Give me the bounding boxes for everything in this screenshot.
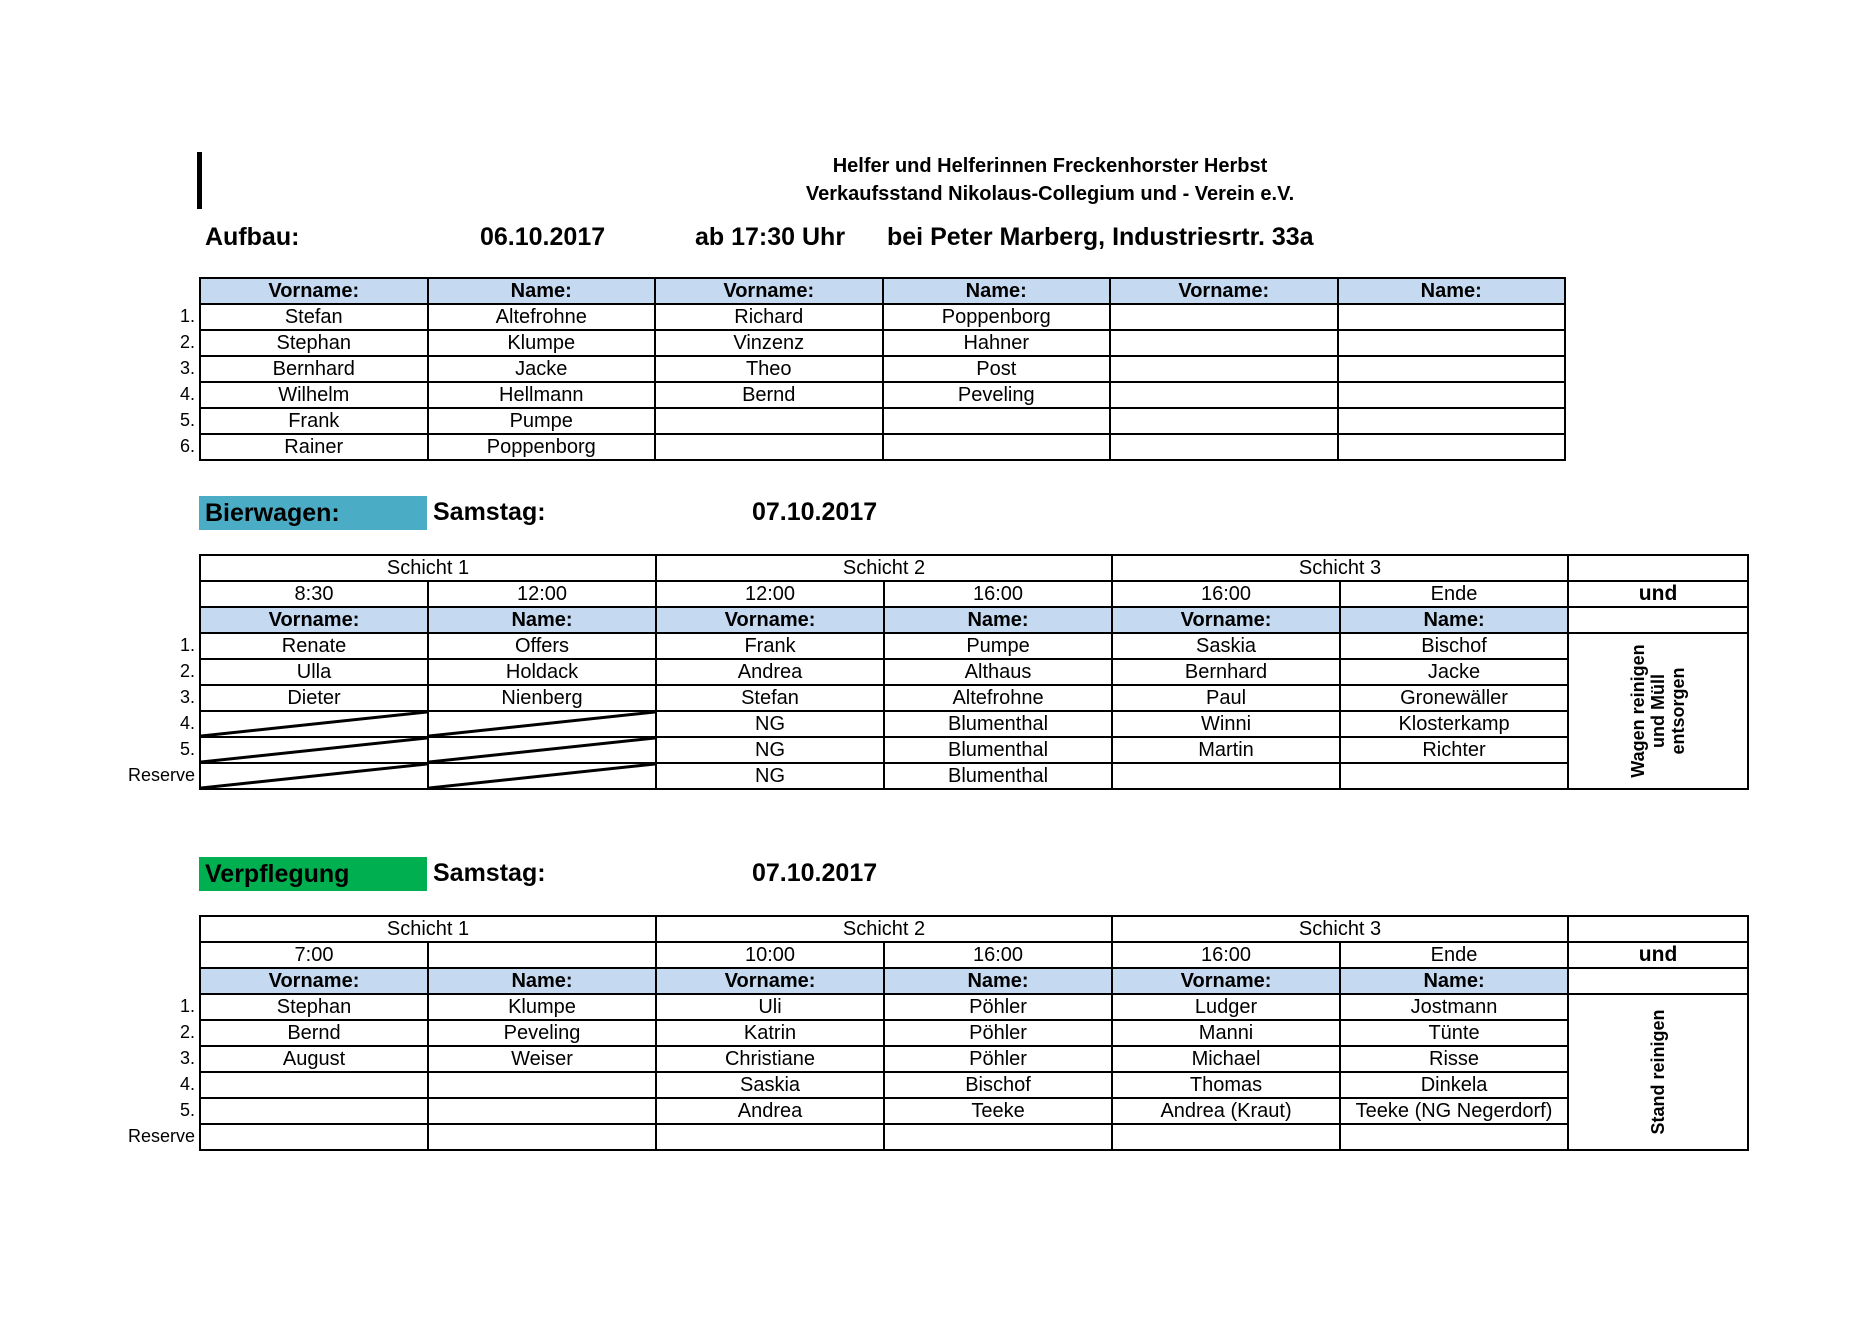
table-row — [200, 1124, 1748, 1150]
name-cell: Frank — [656, 633, 884, 659]
name-cell — [1110, 356, 1338, 382]
name-cell — [1338, 330, 1566, 356]
table-row — [200, 1020, 1748, 1046]
row-number: 5. — [179, 410, 195, 430]
name-cell: Holdack — [428, 659, 656, 685]
name-cell: Michael — [1112, 1046, 1340, 1072]
shift-time: 16:00 — [884, 581, 1112, 607]
bierwagen-label: Bierwagen: — [199, 496, 427, 530]
name-cell: Jostmann — [1340, 994, 1568, 1020]
name-cell: Klumpe — [428, 330, 656, 356]
name-cell — [1338, 356, 1566, 382]
table-row — [200, 382, 1565, 408]
name-cell — [1110, 330, 1338, 356]
column-header: Vorname: — [1112, 968, 1340, 994]
name-cell: Theo — [655, 356, 883, 382]
name-cell: Bernhard — [1112, 659, 1340, 685]
name-cell: Stefan — [200, 304, 428, 330]
row-number: 5. — [179, 739, 195, 759]
row-number: 4. — [179, 384, 195, 404]
name-cell: August — [200, 1046, 428, 1072]
column-header: Name: — [1338, 278, 1566, 304]
name-cell: Renate — [200, 633, 428, 659]
aufbau-date: 06.10.2017 — [480, 223, 606, 251]
verpflegung-day: Samstag: — [433, 859, 546, 887]
name-cell: Pöhler — [884, 1046, 1112, 1072]
name-cell — [1110, 382, 1338, 408]
name-cell: Risse — [1340, 1046, 1568, 1072]
column-header: Vorname: — [200, 968, 428, 994]
shift-title: Schicht 3 — [1112, 555, 1568, 581]
row-number: 6. — [179, 436, 195, 456]
name-cell — [883, 408, 1111, 434]
header-row — [200, 278, 1565, 304]
column-header: Vorname: — [1110, 278, 1338, 304]
name-cell — [1340, 763, 1568, 789]
crossed-out-cell — [428, 763, 656, 789]
name-cell: Altefrohne — [884, 685, 1112, 711]
name-cell: Pumpe — [884, 633, 1112, 659]
side-note — [1628, 634, 1688, 788]
name-cell: Dieter — [200, 685, 428, 711]
name-cell: Andrea — [656, 659, 884, 685]
shift-time: 10:00 — [656, 942, 884, 968]
name-cell — [883, 434, 1111, 460]
row-number: 3. — [179, 358, 195, 378]
name-cell: Bernhard — [200, 356, 428, 382]
margin-marker — [197, 152, 202, 209]
row-number: 5. — [179, 1100, 195, 1120]
und-label: und — [1568, 581, 1748, 607]
und-spacer — [1568, 916, 1748, 942]
name-cell — [1112, 763, 1340, 789]
name-cell: Thomas — [1112, 1072, 1340, 1098]
name-cell — [428, 1098, 656, 1124]
column-header: Name: — [1340, 968, 1568, 994]
name-cell: Wilhelm — [200, 382, 428, 408]
doc-title-line1: Helfer und Helferinnen Freckenhorster Herbst — [832, 155, 1268, 177]
name-cell: Peveling — [428, 1020, 656, 1046]
row-number: 2. — [179, 661, 195, 681]
table-row — [200, 994, 1748, 1020]
row-number: Reserve — [127, 765, 195, 785]
table-row — [200, 711, 1748, 737]
name-cell: NG — [656, 711, 884, 737]
name-cell: Martin — [1112, 737, 1340, 763]
name-cell — [428, 1072, 656, 1098]
name-cell: Andrea — [656, 1098, 884, 1124]
name-cell: NG — [656, 737, 884, 763]
row-number: 4. — [179, 713, 195, 733]
aufbau-time: ab 17:30 Uhr — [695, 223, 846, 251]
name-cell: Klumpe — [428, 994, 656, 1020]
shift-time: 16:00 — [1112, 942, 1340, 968]
table-row — [200, 356, 1565, 382]
name-cell — [656, 1124, 884, 1150]
name-cell: Andrea (Kraut) — [1112, 1098, 1340, 1124]
table-row — [200, 659, 1748, 685]
row-number: 4. — [179, 1074, 195, 1094]
column-header: Vorname: — [655, 278, 883, 304]
column-header: Name: — [884, 968, 1112, 994]
table-row — [200, 685, 1748, 711]
table-row — [200, 1046, 1748, 1072]
name-cell: Pöhler — [884, 994, 1112, 1020]
name-cell: Ulla — [200, 659, 428, 685]
table-row — [200, 408, 1565, 434]
shift-row — [200, 916, 1748, 942]
side-header-blank — [1568, 968, 1748, 994]
strike-line — [429, 738, 655, 762]
header-row — [200, 968, 1748, 994]
name-cell — [1338, 408, 1566, 434]
name-cell: Christiane — [656, 1046, 884, 1072]
table-row — [200, 1098, 1748, 1124]
name-cell: Offers — [428, 633, 656, 659]
name-cell: Altefrohne — [428, 304, 656, 330]
side-note-line: und Müll — [1648, 674, 1669, 748]
column-header: Name: — [1340, 607, 1568, 633]
und-spacer — [1568, 555, 1748, 581]
column-header: Name: — [428, 607, 656, 633]
name-cell: Stephan — [200, 994, 428, 1020]
name-cell: Jacke — [1340, 659, 1568, 685]
name-cell: Rainer — [200, 434, 428, 460]
shift-title: Schicht 3 — [1112, 916, 1568, 942]
name-cell — [884, 1124, 1112, 1150]
aufbau-label: Aufbau: — [205, 223, 300, 251]
shift-time — [428, 942, 656, 968]
shift-title: Schicht 1 — [200, 916, 656, 942]
name-cell: Poppenborg — [883, 304, 1111, 330]
name-cell: Hellmann — [428, 382, 656, 408]
column-header: Vorname: — [200, 278, 428, 304]
name-cell: Bernd — [200, 1020, 428, 1046]
name-cell: Uli — [656, 994, 884, 1020]
name-cell — [200, 1072, 428, 1098]
crossed-out-cell — [428, 711, 656, 737]
name-cell: Nienberg — [428, 685, 656, 711]
row-number: 2. — [179, 332, 195, 352]
name-cell: Bischof — [884, 1072, 1112, 1098]
row-number: 1. — [179, 635, 195, 655]
column-header: Vorname: — [656, 607, 884, 633]
name-cell: Frank — [200, 408, 428, 434]
name-cell — [1112, 1124, 1340, 1150]
row-number: Reserve — [127, 1126, 195, 1146]
column-header: Vorname: — [200, 607, 428, 633]
strike-line — [429, 764, 655, 788]
doc-title-line2: Verkaufsstand Nikolaus-Collegium und - Verein e.V. — [805, 183, 1295, 205]
name-cell: Poppenborg — [428, 434, 656, 460]
shift-time: 12:00 — [428, 581, 656, 607]
time-row — [200, 581, 1748, 607]
name-cell: Teeke — [884, 1098, 1112, 1124]
row-number: 1. — [179, 996, 195, 1016]
crossed-out-cell — [200, 737, 428, 763]
name-cell: Peveling — [883, 382, 1111, 408]
name-cell: Bischof — [1340, 633, 1568, 659]
side-header-blank — [1568, 607, 1748, 633]
name-cell — [1338, 434, 1566, 460]
strike-line — [201, 712, 427, 736]
row-number: 3. — [179, 687, 195, 707]
side-note-line: entsorgen — [1668, 667, 1689, 755]
shift-title: Schicht 2 — [656, 555, 1112, 581]
table-row — [200, 434, 1565, 460]
name-cell — [1340, 1124, 1568, 1150]
time-row — [200, 942, 1748, 968]
shift-time: 7:00 — [200, 942, 428, 968]
name-cell: Blumenthal — [884, 711, 1112, 737]
column-header: Name: — [883, 278, 1111, 304]
name-cell: Pumpe — [428, 408, 656, 434]
side-note — [1648, 995, 1668, 1149]
name-cell — [200, 1098, 428, 1124]
aufbau-location: bei Peter Marberg, Industriesrtr. 33a — [887, 223, 1314, 251]
name-cell: Vinzenz — [655, 330, 883, 356]
name-cell: Jacke — [428, 356, 656, 382]
name-cell — [1110, 408, 1338, 434]
shift-time: 12:00 — [656, 581, 884, 607]
name-cell: Dinkela — [1340, 1072, 1568, 1098]
table-row — [200, 1072, 1748, 1098]
name-cell: Pöhler — [884, 1020, 1112, 1046]
name-cell: NG — [656, 763, 884, 789]
name-cell: Post — [883, 356, 1111, 382]
row-number: 2. — [179, 1022, 195, 1042]
name-cell: Althaus — [884, 659, 1112, 685]
table-row — [200, 330, 1565, 356]
name-cell: Gronewäller — [1340, 685, 1568, 711]
shift-title: Schicht 2 — [656, 916, 1112, 942]
name-cell — [655, 434, 883, 460]
name-cell: Katrin — [656, 1020, 884, 1046]
column-header: Name: — [428, 278, 656, 304]
column-header: Vorname: — [656, 968, 884, 994]
side-note-line: Stand reinigen — [1648, 1009, 1669, 1135]
name-cell: Winni — [1112, 711, 1340, 737]
bierwagen-date: 07.10.2017 — [752, 498, 878, 526]
und-label: und — [1568, 942, 1748, 968]
name-cell: Tünte — [1340, 1020, 1568, 1046]
name-cell — [1110, 434, 1338, 460]
shift-row — [200, 555, 1748, 581]
crossed-out-cell — [200, 711, 428, 737]
header-row — [200, 607, 1748, 633]
name-cell: Klosterkamp — [1340, 711, 1568, 737]
name-cell: Blumenthal — [884, 763, 1112, 789]
table-row — [200, 763, 1748, 789]
name-cell — [655, 408, 883, 434]
bierwagen-table — [199, 554, 1749, 790]
shift-time: Ende — [1340, 942, 1568, 968]
bierwagen-day: Samstag: — [433, 498, 546, 526]
name-cell: Stefan — [656, 685, 884, 711]
name-cell: Saskia — [1112, 633, 1340, 659]
column-header: Name: — [884, 607, 1112, 633]
name-cell — [1338, 304, 1566, 330]
table-row — [200, 737, 1748, 763]
shift-time: 8:30 — [200, 581, 428, 607]
table-row — [200, 633, 1748, 659]
name-cell: Manni — [1112, 1020, 1340, 1046]
shift-time: Ende — [1340, 581, 1568, 607]
name-cell: Saskia — [656, 1072, 884, 1098]
crossed-out-cell — [428, 737, 656, 763]
name-cell: Ludger — [1112, 994, 1340, 1020]
name-cell: Paul — [1112, 685, 1340, 711]
shift-title: Schicht 1 — [200, 555, 656, 581]
name-cell: Weiser — [428, 1046, 656, 1072]
row-number: 3. — [179, 1048, 195, 1068]
name-cell — [200, 1124, 428, 1150]
table-row — [200, 304, 1565, 330]
side-note-cell — [1568, 633, 1748, 789]
verpflegung-table — [199, 915, 1749, 1151]
name-cell — [428, 1124, 656, 1150]
aufbau-table — [199, 277, 1566, 461]
side-note-cell — [1568, 994, 1748, 1150]
verpflegung-date: 07.10.2017 — [752, 859, 878, 887]
name-cell: Hahner — [883, 330, 1111, 356]
name-cell: Richard — [655, 304, 883, 330]
strike-line — [201, 764, 427, 788]
verpflegung-label: Verpflegung — [199, 857, 427, 891]
column-header: Vorname: — [1112, 607, 1340, 633]
name-cell — [1338, 382, 1566, 408]
crossed-out-cell — [200, 763, 428, 789]
strike-line — [429, 712, 655, 736]
name-cell: Bernd — [655, 382, 883, 408]
name-cell: Blumenthal — [884, 737, 1112, 763]
side-note-line: Wagen reinigen — [1628, 644, 1649, 778]
name-cell: Richter — [1340, 737, 1568, 763]
column-header: Name: — [428, 968, 656, 994]
strike-line — [201, 738, 427, 762]
name-cell — [1110, 304, 1338, 330]
name-cell: Stephan — [200, 330, 428, 356]
row-number: 1. — [179, 306, 195, 326]
shift-time: 16:00 — [884, 942, 1112, 968]
shift-time: 16:00 — [1112, 581, 1340, 607]
name-cell: Teeke (NG Negerdorf) — [1340, 1098, 1568, 1124]
